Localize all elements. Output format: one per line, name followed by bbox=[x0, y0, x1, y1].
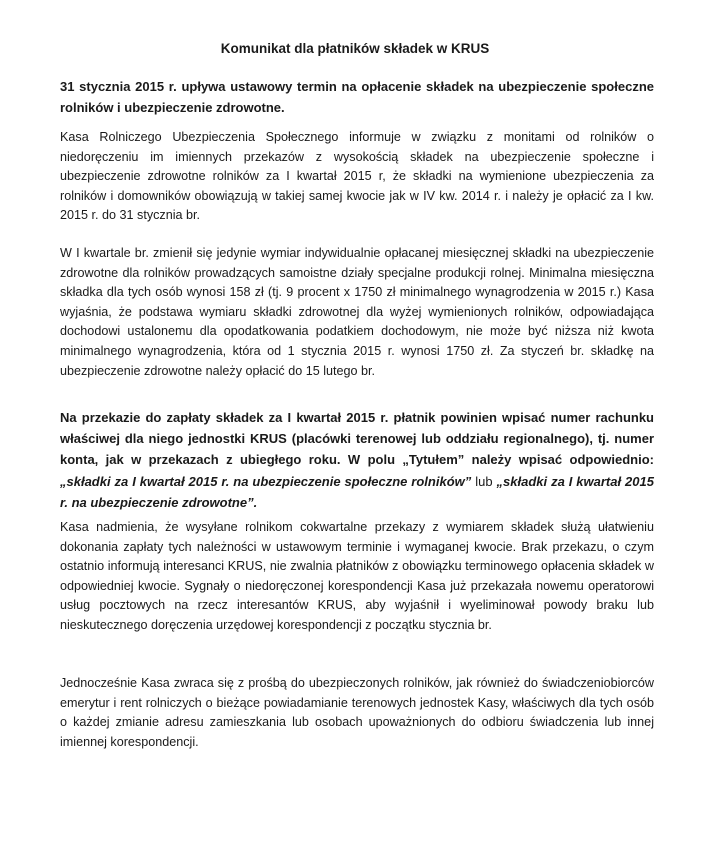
payment-title-or: lub bbox=[475, 473, 493, 489]
paragraph-transfer-forms: Kasa nadmienia, że wysyłane rolnikom cokwartalne przekazy z wymiarem składek służą ułatwieniu dokonania zapłaty tych należności w ustawowym terminie i wymaganej kwocie. Brak przekazu, o czym ostatnio informują interesanci KRUS, nie zwalnia płatników z obowiązku terminowego opłacenia składek w odpowiedniej kwocie. Sygnały o niedoręczonej korespondencji Kasa już przekazała nowemu operatorowi usług pocztowych na rzecz interesantów KRUS, aby wyjaśnił i wyeliminował powody braku lub nieskutecznego doręczenia urzędowej korespondencji z początku stycznia br. bbox=[60, 520, 654, 632]
payment-instructions-text: Na przekazie do zapłaty składek za I kwartał 2015 r. płatnik powinien wpisać numer rachunku właściwej dla niego jednostki KRUS (placówki terenowej lub oddziału regionalnego), tj. numer konta, jak w przekazach z ubiegłego roku. W polu „Tytułem” należy wpisać odpowiednio: bbox=[60, 410, 654, 468]
paragraph-address-change: Jednocześnie Kasa zwraca się z prośbą do ubezpieczonych rolników, jak również do świadczeniobiorców emerytur i rent rolniczych o bieżące powiadamianie terenowych jednostek Kasy, właściwych dla tych osób o każdej zmianie adresu zamieszkania lub osobach upoważnionych do odbioru świadczenia lub innej imiennej korespondencji. bbox=[60, 676, 654, 749]
document-title: Komunikat dla płatników składek w KRUS bbox=[220, 41, 490, 56]
payment-title-social: „składki za I kwartał 2015 r. na ubezpieczenie społeczne rolników” bbox=[60, 473, 472, 489]
paragraph-health-contribution: W I kwartale br. zmienił się jedynie wymiar indywidualnie opłacanej miesięcznej składki na ubezpieczenie zdrowotne dla rolników prowadzących samoistne działy specjalne produkcji rolnej. Minimalna miesięczna składka dla tych osób wynosi 158 zł (tj. 9 procent x 1750 zł minimalnego wynagrodzenia w 2015 r.) Kasa wyjaśnia, że podstawa wymiaru składki zdrowotnej dla wyżej wymienionych rolników, odpowiadająca dochodowi ustalonemu dla opodatkowania podatkiem dochodowym, nie może być niższa niż kwota minimalnego wynagrodzenia, która od 1 stycznia 2015 r. wynosi 1750 zł. Za styczeń br. składkę na ubezpieczenie zdrowotne należy opłacić do 15 lutego br. bbox=[60, 246, 654, 378]
paragraph-payment-instructions bbox=[60, 407, 654, 513]
paragraph-deadline: 31 stycznia 2015 r. upływa ustawowy termin na opłacenie składek na ubezpieczenie społeczne rolników i ubezpieczenie zdrowotne. bbox=[60, 79, 654, 115]
payment-title-health: „składki za I kwartał 2015 r. na ubezpieczenie zdrowotne”. bbox=[60, 473, 654, 510]
paragraph-notice: Kasa Rolniczego Ubezpieczenia Społecznego informuje w związku z monitami od rolników o niedoręczeniu im imiennych przekazów z wysokością składek na ubezpieczenie społeczne i ubezpieczenie zdrowotne rolników za I kwartał 2015 r, że składki na wymienione ubezpieczenia za rolników i domowników obowiązują w takiej samej kwocie jak w IV kw. 2014 r. i należy je opłacić za I kw. 2015 r. do 31 stycznia br. bbox=[60, 130, 654, 223]
